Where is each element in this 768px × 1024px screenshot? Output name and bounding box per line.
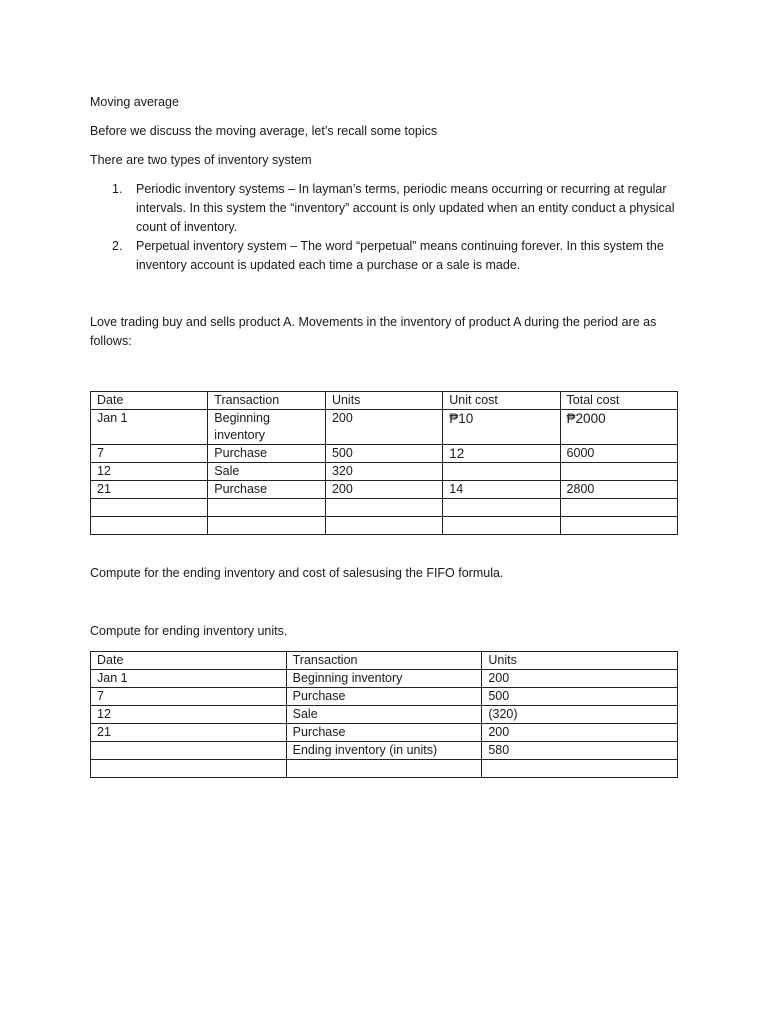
header-cell: Unit cost <box>443 392 560 410</box>
table-cell: 12 <box>91 463 208 481</box>
table-cell: Purchase <box>208 445 326 463</box>
table-row <box>91 724 678 742</box>
header-cell: Date <box>91 652 287 670</box>
table-cell: ₱2000 <box>560 410 677 445</box>
table-cell: Ending inventory (in units) <box>286 742 482 760</box>
table-cell: Purchase <box>286 688 482 706</box>
list-number: 1. <box>112 182 123 196</box>
page-title: Moving average <box>90 95 179 109</box>
table-row <box>91 706 678 724</box>
table-cell: 7 <box>91 688 287 706</box>
list-number: 2. <box>112 239 123 253</box>
table-cell <box>91 499 208 517</box>
table-cell <box>91 760 287 778</box>
table-cell: Jan 1 <box>91 670 287 688</box>
fifo-instruction: Compute for the ending inventory and cost of salesusing the FIFO formula. <box>90 566 504 580</box>
table-cell <box>208 499 326 517</box>
table-header-row <box>91 392 678 410</box>
table-row <box>91 481 678 499</box>
table-cell: 7 <box>91 445 208 463</box>
header-cell: Transaction <box>208 392 326 410</box>
table-row <box>91 463 678 481</box>
table-cell <box>482 760 678 778</box>
table-cell: 21 <box>91 724 287 742</box>
inventory-types-list <box>90 180 690 275</box>
table-row <box>91 445 678 463</box>
table-cell <box>443 499 560 517</box>
table-cell: 320 <box>325 463 442 481</box>
table-cell <box>91 517 208 535</box>
table-cell: Beginning inventory <box>286 670 482 688</box>
table-cell <box>286 760 482 778</box>
table-cell: 200 <box>325 481 442 499</box>
table-row <box>91 688 678 706</box>
table-cell: Purchase <box>286 724 482 742</box>
table-cell: 500 <box>325 445 442 463</box>
table-cell: Sale <box>286 706 482 724</box>
table-cell: 200 <box>482 670 678 688</box>
table-cell <box>560 499 677 517</box>
table-cell: ₱10 <box>443 410 560 445</box>
list-text: Periodic inventory systems – In layman’s terms, periodic means occurring or recurring at regular intervals. In this system the “inventory” account is only updated when an entity conduct a physical count of inventory. <box>136 182 675 234</box>
table-cell: (320) <box>482 706 678 724</box>
table-cell <box>560 463 677 481</box>
table-row <box>91 410 678 445</box>
header-cell: Units <box>482 652 678 670</box>
inventory-movements-table <box>90 391 678 535</box>
header-cell: Units <box>325 392 442 410</box>
types-intro: There are two types of inventory system <box>90 153 312 167</box>
list-text: Perpetual inventory system – The word “perpetual” means continuing forever. In this system the inventory account is updated each time a purchase or a sale is made. <box>136 239 664 272</box>
table-cell: 6000 <box>560 445 677 463</box>
table-cell: 500 <box>482 688 678 706</box>
list-item <box>90 237 690 275</box>
table-cell: Purchase <box>208 481 326 499</box>
intro-paragraph: Before we discuss the moving average, let’s recall some topics <box>90 124 438 138</box>
table-cell <box>443 463 560 481</box>
table-cell: Beginning inventory <box>208 410 326 445</box>
problem-paragraph: Love trading buy and sells product A. Movements in the inventory of product A during the period are as follows: <box>90 315 657 348</box>
table-cell: 580 <box>482 742 678 760</box>
table-row <box>91 499 678 517</box>
table-cell <box>325 499 442 517</box>
table-cell <box>325 517 442 535</box>
list-item <box>90 180 690 237</box>
header-cell: Total cost <box>560 392 677 410</box>
table-cell: 21 <box>91 481 208 499</box>
table-cell: 12 <box>91 706 287 724</box>
table-row <box>91 742 678 760</box>
table-cell: Jan 1 <box>91 410 208 445</box>
table-row <box>91 760 678 778</box>
table-cell: 2800 <box>560 481 677 499</box>
table-cell <box>208 517 326 535</box>
table-row <box>91 670 678 688</box>
units-instruction: Compute for ending inventory units. <box>90 624 288 638</box>
table-cell <box>443 517 560 535</box>
ending-inventory-units-table <box>90 651 678 778</box>
table-cell <box>560 517 677 535</box>
table-header-row <box>91 652 678 670</box>
table-cell: 14 <box>443 481 560 499</box>
table-cell: 200 <box>325 410 442 445</box>
table-cell: 12 <box>443 445 560 463</box>
table-cell <box>91 742 287 760</box>
header-cell: Transaction <box>286 652 482 670</box>
table-cell: 200 <box>482 724 678 742</box>
header-cell: Date <box>91 392 208 410</box>
table-cell: Sale <box>208 463 326 481</box>
table-row <box>91 517 678 535</box>
